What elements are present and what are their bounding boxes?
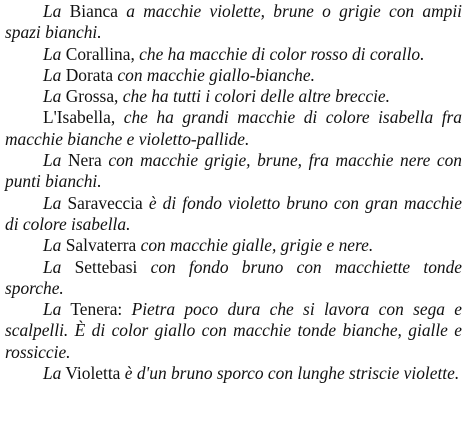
entry-name: Bianca (69, 1, 118, 21)
entry-name: Settebasi (74, 256, 138, 277)
entry-article: La (43, 1, 62, 21)
entry-description: che ha grandi macchie di colore isabella fra macchie bianche e violetto-pallide. (5, 107, 462, 149)
entry-violetta (5, 363, 462, 384)
entry-saraveccia (5, 193, 462, 236)
entry-description: con macchie gialle, grigie e nere. (140, 235, 374, 256)
entry-article: La (43, 235, 62, 256)
entry-name: Saraveccia (67, 192, 143, 213)
entry-salvaterra (5, 235, 462, 256)
entry-name: Corallina, (65, 43, 135, 64)
entry-tenera (5, 299, 462, 363)
entry-article: La (43, 150, 62, 171)
entry-grossa (5, 86, 462, 107)
entry-description: con macchie giallo-bianche. (117, 64, 315, 85)
entry-description: che ha tutti i colori delle altre breccie. (122, 86, 390, 107)
entry-bianca (5, 1, 462, 44)
entry-description: è di fondo violetto bruno con gran macchie di colore isabella. (5, 192, 462, 234)
entry-article: L' (43, 107, 57, 128)
entry-article: La (43, 363, 62, 384)
entry-name: Dorata (65, 64, 114, 85)
entry-description: a macchie violette, brune o grigie con ampii spazi bianchi. (5, 1, 462, 43)
entry-article: La (43, 86, 62, 107)
entry-article: La (43, 43, 62, 64)
entry-article: La (43, 256, 62, 277)
entry-name: Nera (67, 150, 102, 171)
entry-name: Grossa, (65, 86, 119, 107)
entry-description: Pietra poco dura che si lavora con sega e scalpelli. È di color giallo con macchie tonde bianche, gialle e rossiccie. (5, 299, 462, 362)
entry-description: con fondo bruno con macchiette tonde sporche. (5, 256, 462, 298)
entry-name: Salvaterra (65, 235, 137, 256)
entry-description: con macchie grigie, brune, fra macchie nere con punti bianchi. (5, 150, 463, 192)
entry-article: La (43, 299, 62, 320)
entry-settebasi (5, 257, 462, 300)
entry-article: La (43, 64, 62, 85)
entry-name: Violetta (65, 363, 121, 384)
entry-name: Tenera: (70, 299, 123, 320)
entry-nera (5, 150, 462, 193)
entry-description: che ha macchie di color rosso di corallo. (139, 43, 425, 64)
entry-article: La (43, 192, 62, 213)
entry-description: è d'un bruno sporco con lunghe striscie violette. (124, 363, 460, 384)
entry-corallina (5, 44, 462, 65)
entry-isabella (5, 107, 462, 150)
entry-name: Isabella, (56, 107, 116, 128)
entry-dorata (5, 65, 462, 86)
